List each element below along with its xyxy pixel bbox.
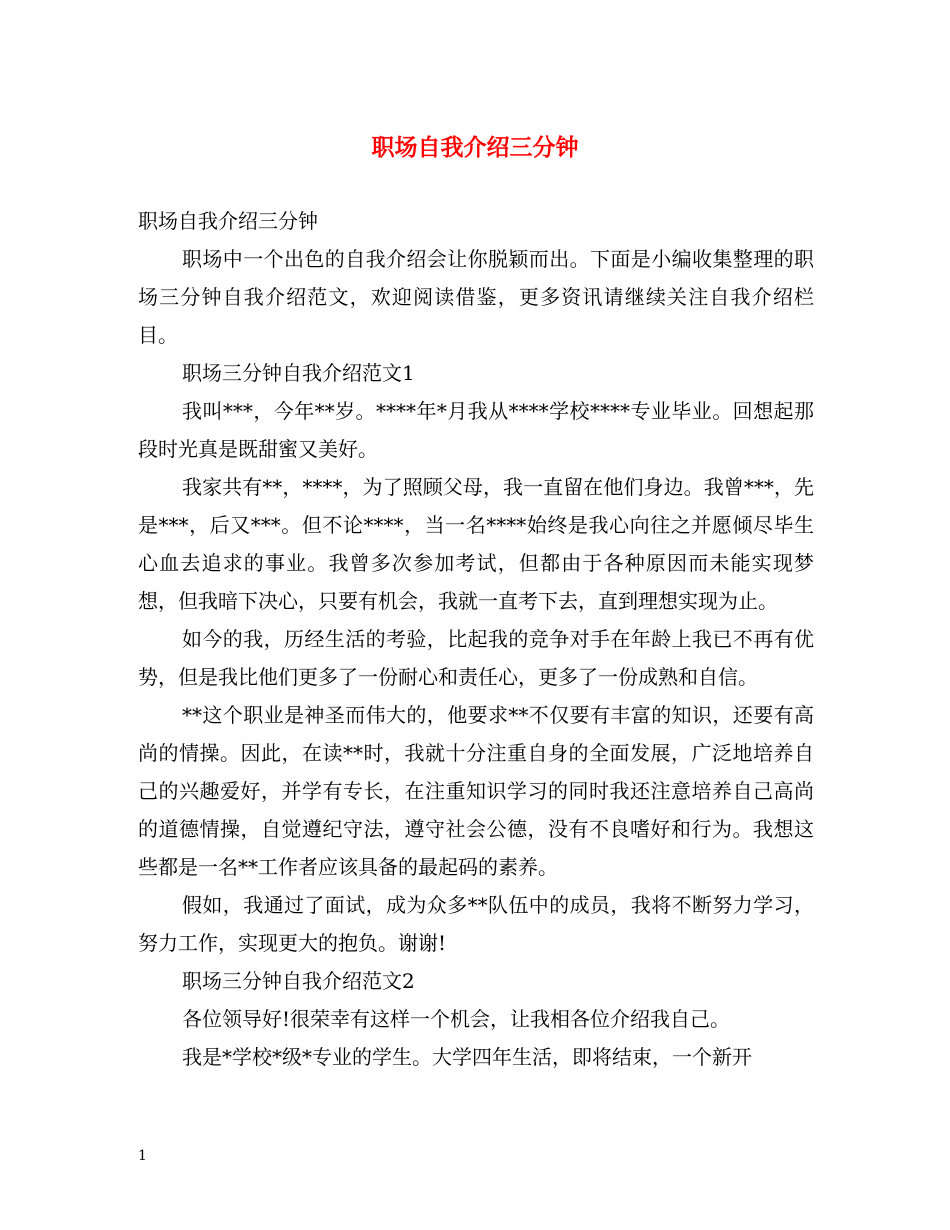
paragraph-subtitle: 职场自我介绍三分钟 [138,209,318,233]
section-heading-sample-1: 职场三分钟自我介绍范文1 [182,361,415,385]
paragraph: 如今的我，历经生活的考验，比起我的竞争对手在年龄上我已不再有优势，但是我比他们更多了一份耐心和责任心，更多了一份成熟和自信。 [138,627,814,689]
paragraph: 各位领导好!很荣幸有这样一个机会，让我相各位介绍我自己。 [182,1007,731,1031]
paragraph: 假如，我通过了面试，成为众多**队伍中的成员，我将不断努力学习，努力工作，实现更大的抱负。谢谢! [138,893,814,955]
section-heading-sample-2: 职场三分钟自我介绍范文2 [182,969,415,993]
paragraph: 我叫***，今年**岁。****年*月我从****学校****专业毕业。回想起那段时光真是既甜蜜又美好。 [138,399,814,461]
document-title: 职场自我介绍三分钟 [371,134,579,161]
paragraph-intro: 职场中一个出色的自我介绍会让你脱颖而出。下面是小编收集整理的职场三分钟自我介绍范文，欢迎阅读借鉴，更多资讯请继续关注自我介绍栏目。 [138,247,814,347]
document-body [138,202,814,1076]
paragraph: 我家共有**，****，为了照顾父母，我一直留在他们身边。我曾***，先是***，后又***。但不论****，当一名****始终是我心向往之并愿倾尽毕生心血去追求的事业。我曾多次参加考试，但都由于各种原因而未能实现梦想，但我暗下决心，只要有机会，我就一直考下去，直到理想实现为止。 [138,475,814,613]
page-number: 1 [138,1148,147,1164]
paragraph: 我是*学校*级*专业的学生。大学四年生活，即将结束，一个新开 [182,1045,752,1069]
paragraph: **这个职业是神圣而伟大的，他要求**不仅要有丰富的知识，还要有高尚的情操。因此，在读**时，我就十分注重自身的全面发展，广泛地培养自己的兴趣爱好，并学有专长，在注重知识学习的同时我还注意培养自己高尚的道德情操，自觉遵纪守法，遵守社会公德，没有不良嗜好和行为。我想这些都是一名**工作者应该具备的最起码的素养。 [138,703,814,879]
